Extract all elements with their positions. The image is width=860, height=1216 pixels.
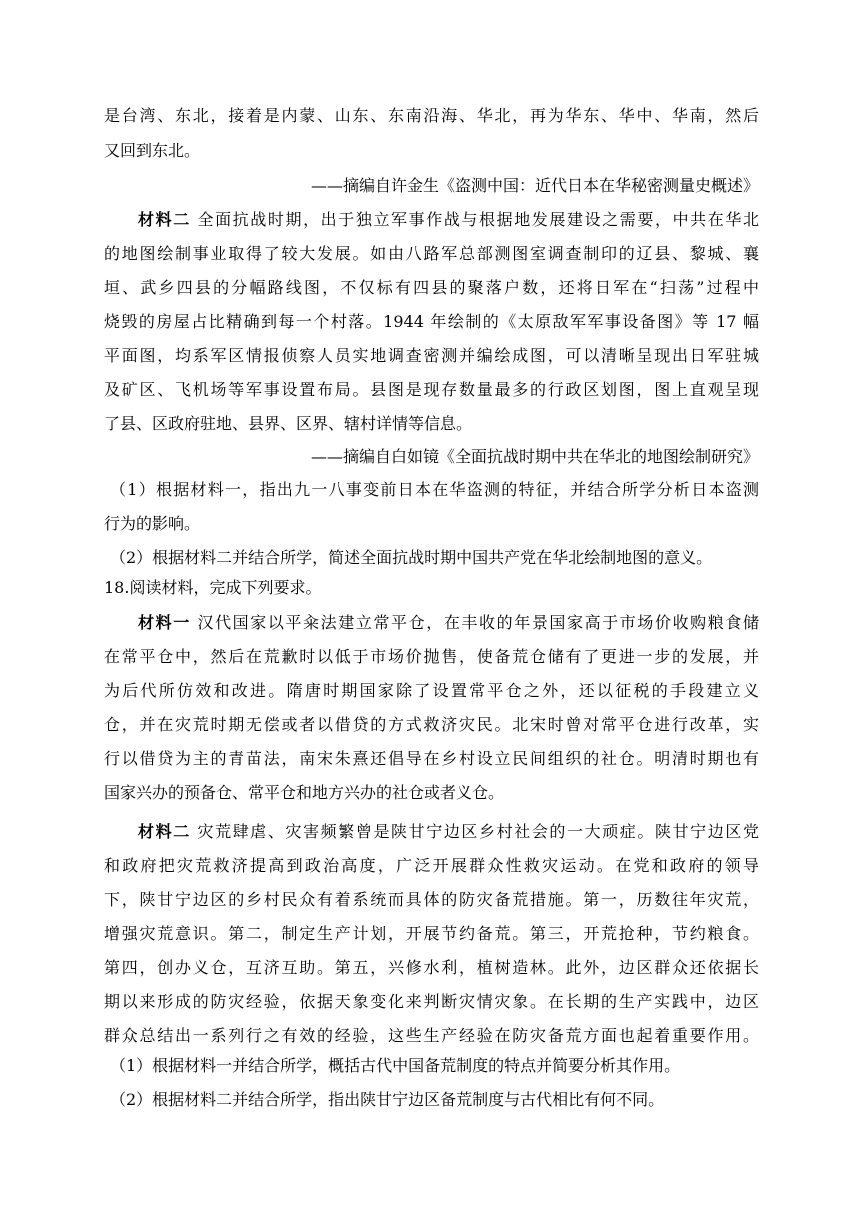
text-line: 下，陕甘宁边区的乡村民众有着系统而具体的防灾备荒措施。第一，历数往年灾荒， <box>104 890 759 909</box>
text-line <box>138 613 759 633</box>
question-heading: 18.阅读材料，完成下列要求。 <box>104 578 322 597</box>
text-line: 垣、武乡四县的分幅路线图，不仅标有四县的聚落户数，还将日军在“扫荡”过程中 <box>104 278 759 297</box>
text-span: 汉代国家以平籴法建立常平仓，在丰收的年景国家高于市场价收购粮食储 <box>197 613 759 632</box>
text-line: 平面图，均系军区情报侦察人员实地调查密测并编绘成图，可以清晰呈现出日军驻城 <box>104 346 759 365</box>
text-line: 是台湾、东北，接着是内蒙、山东、东南沿海、华北，再为华东、华中、华南，然后 <box>104 106 759 125</box>
source-citation: ——摘编自许金生《盗测中国：近代日本在华秘密测量史概述》 <box>310 176 759 195</box>
text-line <box>138 210 759 230</box>
question-line: （1）根据材料一，指出九一八事变前日本在华盗测的特征，并结合所学分析日本盗测 <box>110 480 759 499</box>
text-span: 灾荒肆虐、灾害频繁曾是陕甘宁边区乡村社会的一大顽症。陕甘宁边区党 <box>197 822 759 841</box>
question-line: （2）根据材料二并结合所学，指出陕甘宁边区备荒制度与古代相比有何不同。 <box>110 1090 665 1109</box>
text-line: 增强灾荒意识。第二，制定生产计划，开展节约备荒。第三，开荒抢种，节约粮食。 <box>104 924 759 943</box>
text-line: 第四，创办义仓，互济互助。第五，兴修水利，植树造林。此外，边区群众还依据长 <box>104 958 759 977</box>
text-line: 和政府把灾荒救济提高到政治高度，广泛开展群众性救灾运动。在党和政府的领导 <box>104 856 759 875</box>
text-line: 群众总结出一系列行之有效的经验，这些生产经验在防灾备荒方面也起着重要作用。 <box>104 1026 759 1045</box>
text-span: 全面抗战时期，出于独立军事作战与根据地发展建设之需要，中共在华北 <box>197 210 759 229</box>
text-line <box>138 822 759 842</box>
text-line: 及矿区、飞机场等军事设置布局。县图是现存数量最多的行政区划图，图上直观呈现 <box>104 380 759 399</box>
text-line: 为后代所仿效和改进。隋唐时期国家除了设置常平仓之外，还以征税的手段建立义 <box>104 681 759 700</box>
material-label: 材料二 <box>138 210 191 229</box>
question-line: （1）根据材料一并结合所学，概括古代中国备荒制度的特点并简要分析其作用。 <box>110 1056 681 1075</box>
text-line: 烧毁的房屋占比精确到每一个村落。1944 年绘制的《太原敌军军事设备图》等 17 幅 <box>104 312 759 331</box>
text-line: 在常平仓中，然后在荒歉时以低于市场价抛售，使备荒仓储有了更进一步的发展，并 <box>104 647 759 666</box>
text-line: 期以来形成的防灾经验，依据天象变化来判断灾情灾象。在长期的生产实践中，边区 <box>104 992 759 1011</box>
text-line: 仓，并在灾荒时期无偿或者以借贷的方式救济灾民。北宋时曾对常平仓进行改革，实 <box>104 715 759 734</box>
text-line: 又回到东北。 <box>104 141 201 160</box>
question-line: （2）根据材料二并结合所学，简述全面抗战时期中国共产党在华北绘制地图的意义。 <box>110 548 713 567</box>
question-line: 行为的影响。 <box>104 514 201 533</box>
text-line: 了县、区政府驻地、县界、区界、辖村详情等信息。 <box>104 414 473 433</box>
material-label: 材料一 <box>138 613 191 632</box>
text-line: 的地图绘制事业取得了较大发展。如由八路军总部测图室调查制印的辽县、黎城、襄 <box>104 244 759 263</box>
text-line: 国家兴办的预备仓、常平仓和地方兴办的社仓或者义仓。 <box>104 783 505 802</box>
material-label: 材料二 <box>138 822 191 841</box>
source-citation: ——摘编自白如镜《全面抗战时期中共在华北的地图绘制研究》 <box>310 447 759 466</box>
text-line: 行以借贷为主的青苗法，南宋朱熹还倡导在乡村设立民间组织的社仓。明清时期也有 <box>104 749 759 768</box>
